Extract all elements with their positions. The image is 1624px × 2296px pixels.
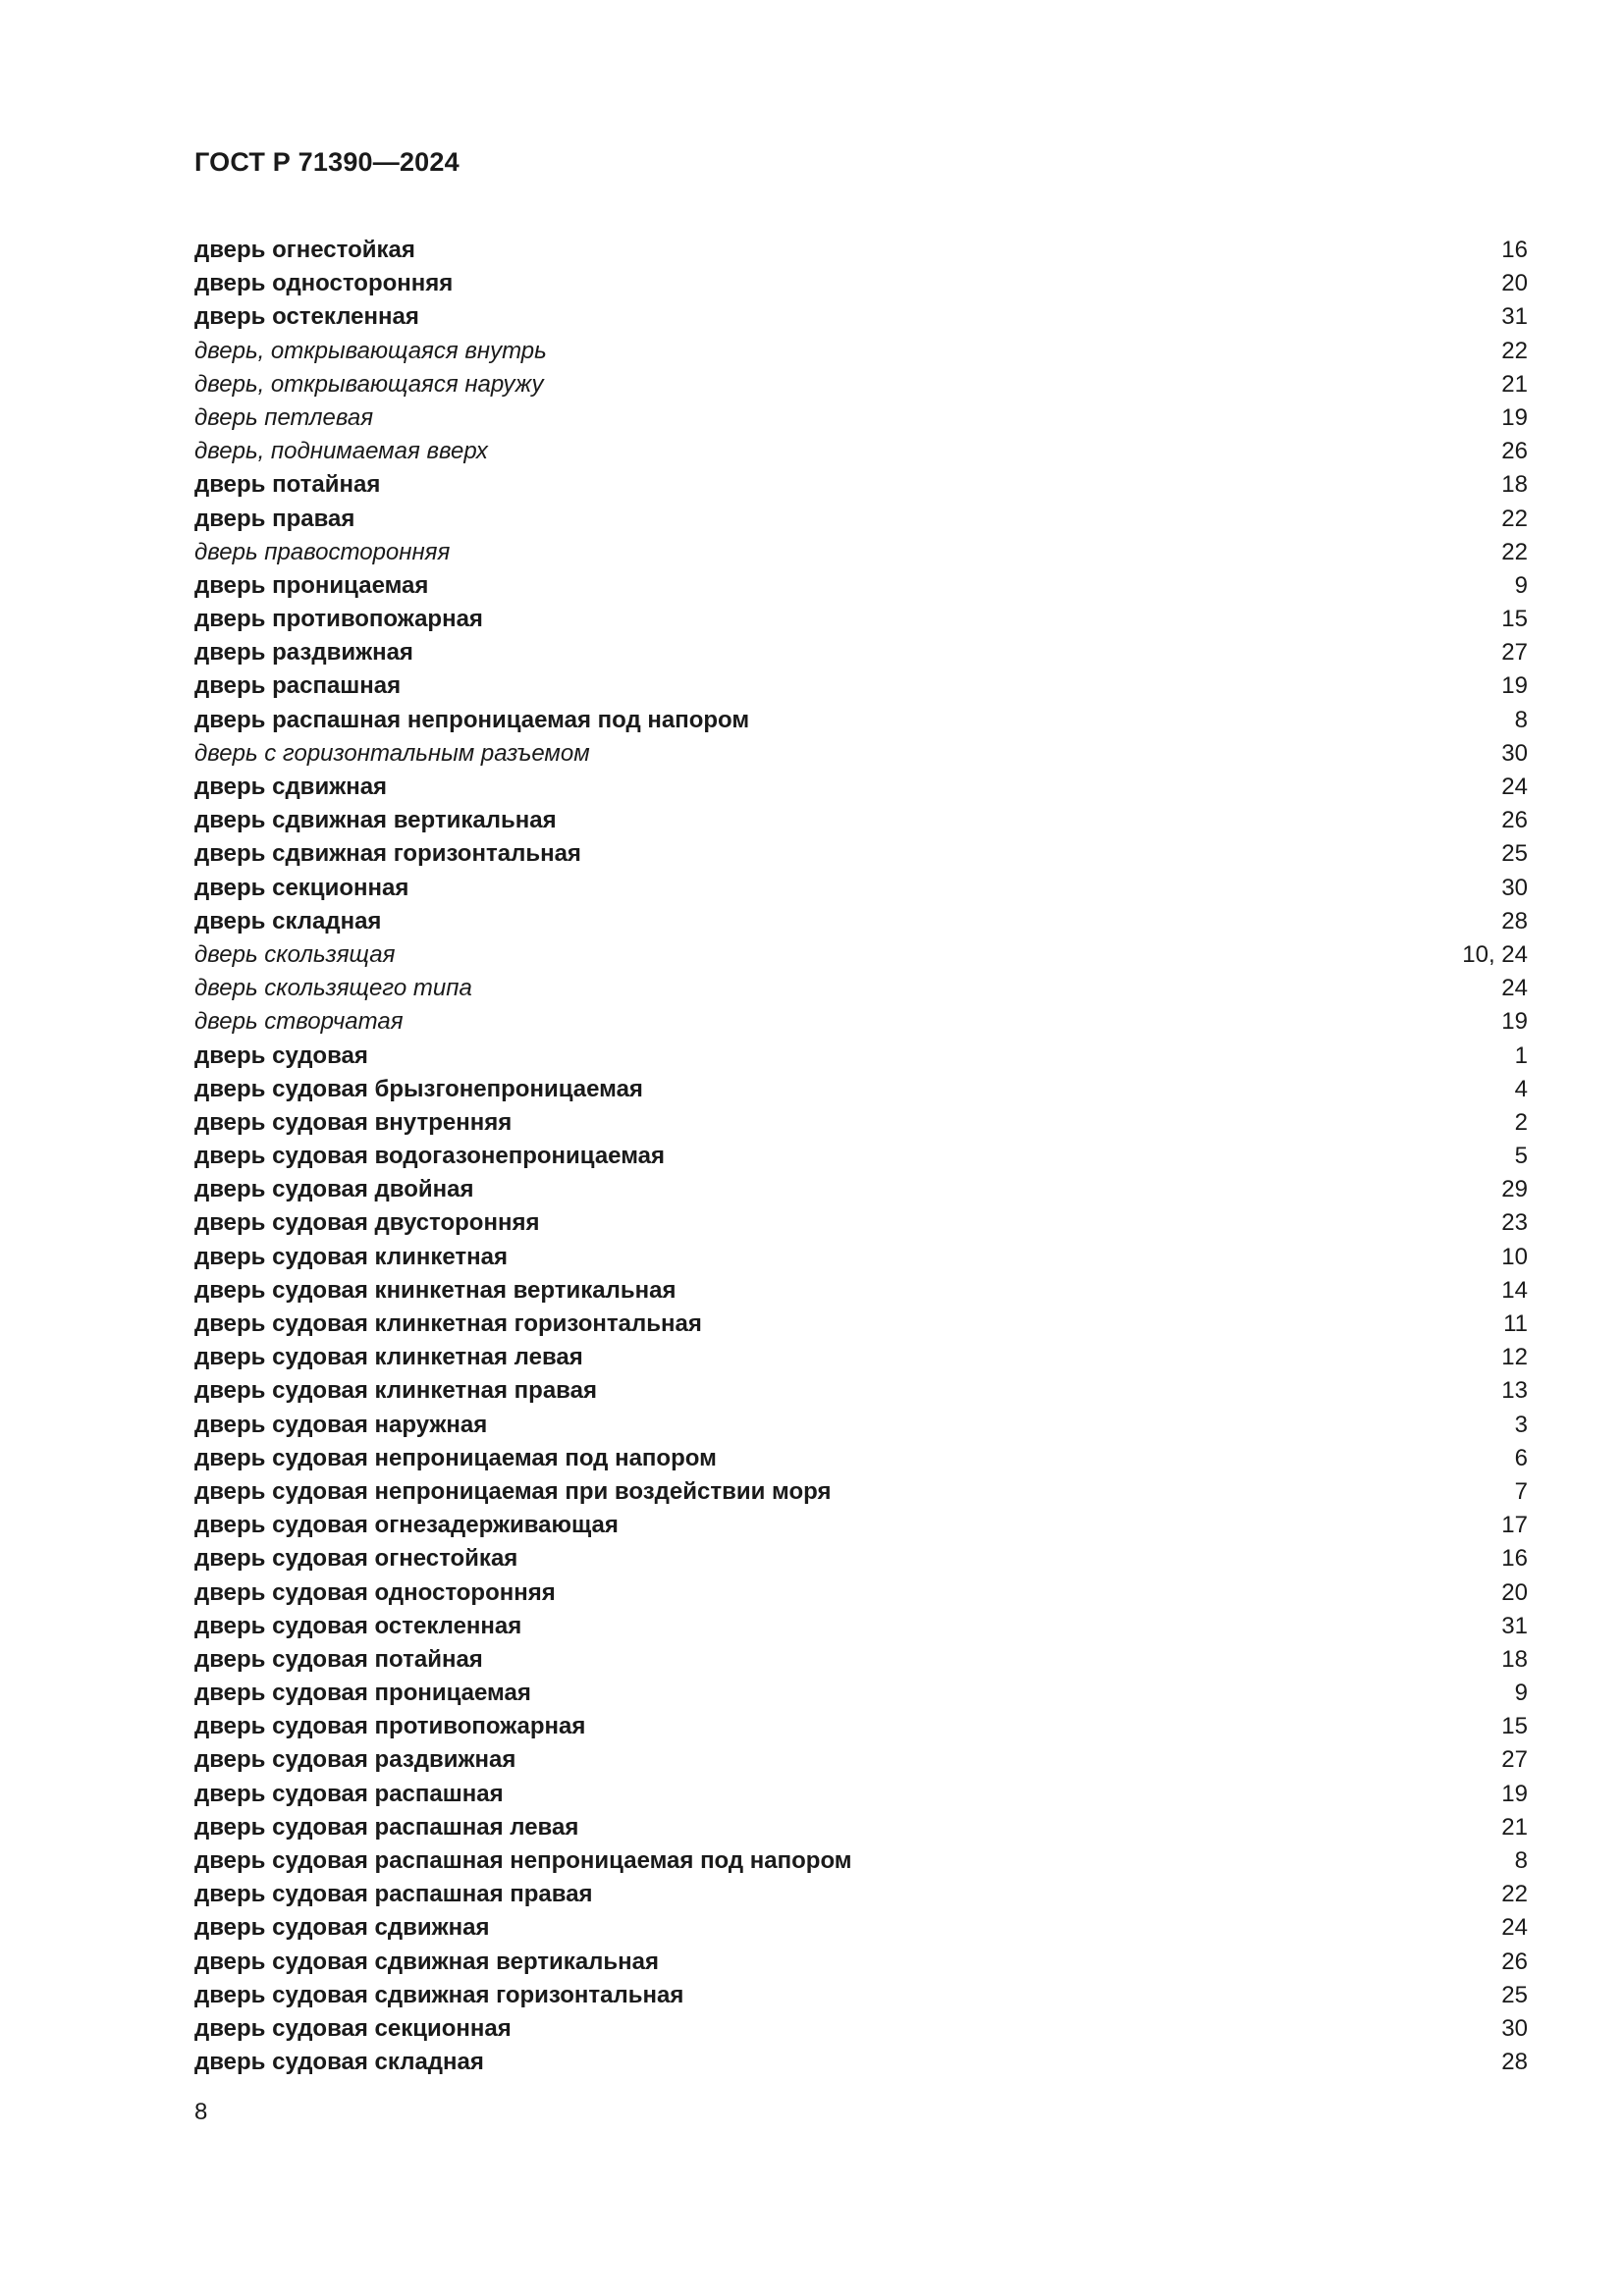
index-entry (194, 1811, 1528, 1844)
index-reference-number: 17 (1501, 1512, 1528, 1539)
index-entry (194, 1778, 1528, 1811)
index-term: дверь судовая односторонняя (194, 1578, 556, 1606)
index-term: дверь проницаемая (194, 571, 429, 599)
index-term: дверь сдвижная (194, 774, 388, 800)
index-term: дверь противопожарная (194, 606, 483, 633)
index-entry (194, 267, 1528, 300)
index-term: дверь судовая брызгонепроницаемая (194, 1075, 643, 1102)
index-term: дверь судовая водогазонепроницаемая (194, 1143, 665, 1170)
index-reference-number: 26 (1501, 438, 1528, 465)
index-term: дверь судовая клинкетная (194, 1243, 508, 1270)
index-entry (194, 368, 1528, 401)
index-entry (194, 1341, 1528, 1374)
index-reference-number: 20 (1501, 1578, 1528, 1606)
index-entry (194, 1844, 1528, 1878)
index-term: дверь судовая противопожарная (194, 1713, 586, 1740)
index-entry (194, 503, 1528, 536)
index-term: дверь судовая секционная (194, 2014, 512, 2042)
index-term: дверь судовая клинкетная горизонтальная (194, 1310, 702, 1337)
index-term: дверь распашная (194, 672, 402, 700)
index-term: дверь судовая распашная левая (194, 1813, 579, 1841)
index-reference-number: 19 (1501, 672, 1528, 700)
index-reference-number: 31 (1501, 303, 1528, 331)
index-entry (194, 1743, 1528, 1777)
index-entry (194, 1710, 1528, 1743)
index-entry (194, 1878, 1528, 1911)
index-entry (194, 1643, 1528, 1677)
index-entry (194, 872, 1528, 905)
index-term: дверь судовая сдвижная (194, 1914, 490, 1942)
index-term: дверь сдвижная вертикальная (194, 807, 557, 834)
index-reference-number: 19 (1501, 403, 1528, 431)
index-term: дверь секционная (194, 874, 409, 901)
index-reference-number: 5 (1514, 1143, 1528, 1170)
index-entry (194, 1374, 1528, 1408)
index-term: дверь судовая (194, 1041, 368, 1069)
index-entry (194, 435, 1528, 468)
index-entry (194, 234, 1528, 267)
index-term: дверь судовая распашная правая (194, 1881, 593, 1908)
index-term: дверь судовая двусторонняя (194, 1209, 540, 1237)
index-term: дверь судовая наружная (194, 1411, 488, 1438)
index-entry (194, 938, 1528, 972)
index-entry (194, 1509, 1528, 1542)
index-reference-number: 28 (1501, 907, 1528, 934)
index-reference-number: 19 (1501, 1008, 1528, 1036)
index-term: дверь остекленная (194, 303, 419, 331)
index-term: дверь судовая двойная (194, 1176, 474, 1203)
index-reference-number: 6 (1514, 1444, 1528, 1471)
index-entry (194, 1979, 1528, 2012)
index-term: дверь скользящая (194, 940, 396, 968)
index-term: дверь судовая огнестойкая (194, 1545, 518, 1573)
index-reference-number: 26 (1501, 807, 1528, 834)
index-reference-number: 30 (1501, 739, 1528, 767)
index-entry (194, 837, 1528, 871)
index-term: дверь судовая внутренняя (194, 1108, 513, 1136)
index-reference-number: 10 (1501, 1243, 1528, 1270)
index-reference-number: 9 (1514, 1680, 1528, 1707)
document-header: ГОСТ Р 71390—2024 (194, 147, 460, 177)
index-term: дверь судовая книнкетная вертикальная (194, 1276, 677, 1304)
index-entry (194, 771, 1528, 804)
index-entry (194, 1140, 1528, 1173)
index-entry (194, 1040, 1528, 1073)
index-entry (194, 1442, 1528, 1475)
index-entry (194, 905, 1528, 938)
index-entry (194, 300, 1528, 334)
index-reference-number: 29 (1501, 1176, 1528, 1203)
term-index-list (194, 234, 1528, 2079)
index-reference-number: 7 (1514, 1477, 1528, 1505)
index-reference-number: 24 (1501, 975, 1528, 1002)
index-term: дверь судовая сдвижная вертикальная (194, 1948, 660, 1975)
index-entry (194, 536, 1528, 569)
index-term: дверь с горизонтальным разъемом (194, 739, 590, 767)
index-term: дверь судовая проницаемая (194, 1680, 531, 1707)
index-reference-number: 22 (1501, 538, 1528, 565)
index-term: дверь судовая непроницаемая при воздействии моря (194, 1477, 832, 1505)
index-entry (194, 1274, 1528, 1308)
index-term: дверь огнестойкая (194, 237, 415, 263)
index-reference-number: 21 (1501, 370, 1528, 398)
index-term: дверь скользящего типа (194, 975, 472, 1002)
index-entry (194, 1106, 1528, 1140)
index-reference-number: 8 (1514, 706, 1528, 733)
index-term: дверь правосторонняя (194, 538, 451, 565)
index-entry (194, 1576, 1528, 1610)
index-reference-number: 16 (1501, 1545, 1528, 1573)
index-reference-number: 4 (1514, 1075, 1528, 1102)
index-reference-number: 3 (1514, 1411, 1528, 1438)
index-reference-number: 24 (1501, 1914, 1528, 1942)
index-entry (194, 2012, 1528, 2046)
index-reference-number: 22 (1501, 337, 1528, 364)
index-reference-number: 18 (1501, 1645, 1528, 1673)
index-term: дверь судовая клинкетная правая (194, 1377, 597, 1405)
index-entry (194, 1005, 1528, 1039)
index-term: дверь судовая остекленная (194, 1612, 522, 1639)
index-entry (194, 1173, 1528, 1206)
index-entry (194, 636, 1528, 669)
index-reference-number: 30 (1501, 2014, 1528, 2042)
index-term: дверь, поднимаемая вверх (194, 438, 488, 465)
index-term: дверь односторонняя (194, 270, 454, 297)
index-reference-number: 21 (1501, 1813, 1528, 1841)
index-entry (194, 1206, 1528, 1240)
index-entry (194, 468, 1528, 502)
index-entry (194, 737, 1528, 771)
index-term: дверь, открывающаяся наружу (194, 370, 544, 398)
index-reference-number: 30 (1501, 874, 1528, 901)
index-reference-number: 14 (1501, 1276, 1528, 1304)
index-entry (194, 1241, 1528, 1274)
index-reference-number: 1 (1514, 1041, 1528, 1069)
index-term: дверь распашная непроницаемая под напором (194, 706, 750, 733)
index-reference-number: 20 (1501, 270, 1528, 297)
index-reference-number: 31 (1501, 1612, 1528, 1639)
index-term: дверь судовая распашная непроницаемая под напором (194, 1847, 852, 1874)
index-reference-number: 27 (1501, 639, 1528, 667)
index-entry (194, 1542, 1528, 1575)
index-entry (194, 669, 1528, 703)
index-reference-number: 22 (1501, 1881, 1528, 1908)
index-reference-number: 24 (1501, 774, 1528, 800)
index-term: дверь судовая распашная (194, 1780, 504, 1807)
index-term: дверь створчатая (194, 1008, 404, 1036)
index-term: дверь судовая клинкетная левая (194, 1344, 583, 1371)
index-entry (194, 1911, 1528, 1945)
index-term: дверь судовая огнезадерживающая (194, 1512, 619, 1539)
index-reference-number: 11 (1503, 1310, 1528, 1337)
index-reference-number: 9 (1514, 571, 1528, 599)
index-entry (194, 1073, 1528, 1106)
index-entry (194, 1946, 1528, 1979)
index-reference-number: 16 (1501, 237, 1528, 263)
index-term: дверь судовая сдвижная горизонтальная (194, 1981, 684, 2008)
index-entry (194, 1308, 1528, 1341)
index-reference-number: 25 (1501, 840, 1528, 868)
index-reference-number: 10, 24 (1462, 940, 1528, 968)
index-reference-number: 12 (1501, 1344, 1528, 1371)
index-reference-number: 27 (1501, 1746, 1528, 1774)
index-reference-number: 15 (1501, 1713, 1528, 1740)
index-entry (194, 1610, 1528, 1643)
index-entry (194, 1409, 1528, 1442)
index-entry (194, 603, 1528, 636)
index-reference-number: 26 (1501, 1948, 1528, 1975)
index-entry (194, 401, 1528, 435)
index-term: дверь раздвижная (194, 639, 413, 667)
index-entry (194, 704, 1528, 737)
index-reference-number: 22 (1501, 505, 1528, 532)
index-reference-number: 25 (1501, 1981, 1528, 2008)
index-reference-number: 18 (1501, 471, 1528, 499)
index-term: дверь сдвижная горизонтальная (194, 840, 581, 868)
index-reference-number: 13 (1501, 1377, 1528, 1405)
index-reference-number: 15 (1501, 606, 1528, 633)
index-term: дверь судовая складная (194, 2049, 484, 2076)
index-term: дверь судовая непроницаемая под напором (194, 1444, 717, 1471)
index-entry (194, 1677, 1528, 1710)
page-number: 8 (194, 2099, 208, 2125)
index-entry (194, 1475, 1528, 1509)
index-term: дверь, открывающаяся внутрь (194, 337, 547, 364)
index-entry (194, 335, 1528, 368)
index-term: дверь судовая потайная (194, 1645, 483, 1673)
index-term: дверь правая (194, 505, 355, 532)
index-term: дверь судовая раздвижная (194, 1746, 516, 1774)
index-entry (194, 804, 1528, 837)
index-term: дверь потайная (194, 471, 381, 499)
index-reference-number: 8 (1514, 1847, 1528, 1874)
index-term: дверь петлевая (194, 403, 374, 431)
index-entry (194, 569, 1528, 603)
index-term: дверь складная (194, 907, 382, 934)
index-reference-number: 2 (1514, 1108, 1528, 1136)
index-entry (194, 972, 1528, 1005)
index-reference-number: 23 (1501, 1209, 1528, 1237)
index-reference-number: 28 (1501, 2049, 1528, 2076)
index-reference-number: 19 (1501, 1780, 1528, 1807)
index-entry (194, 2046, 1528, 2079)
